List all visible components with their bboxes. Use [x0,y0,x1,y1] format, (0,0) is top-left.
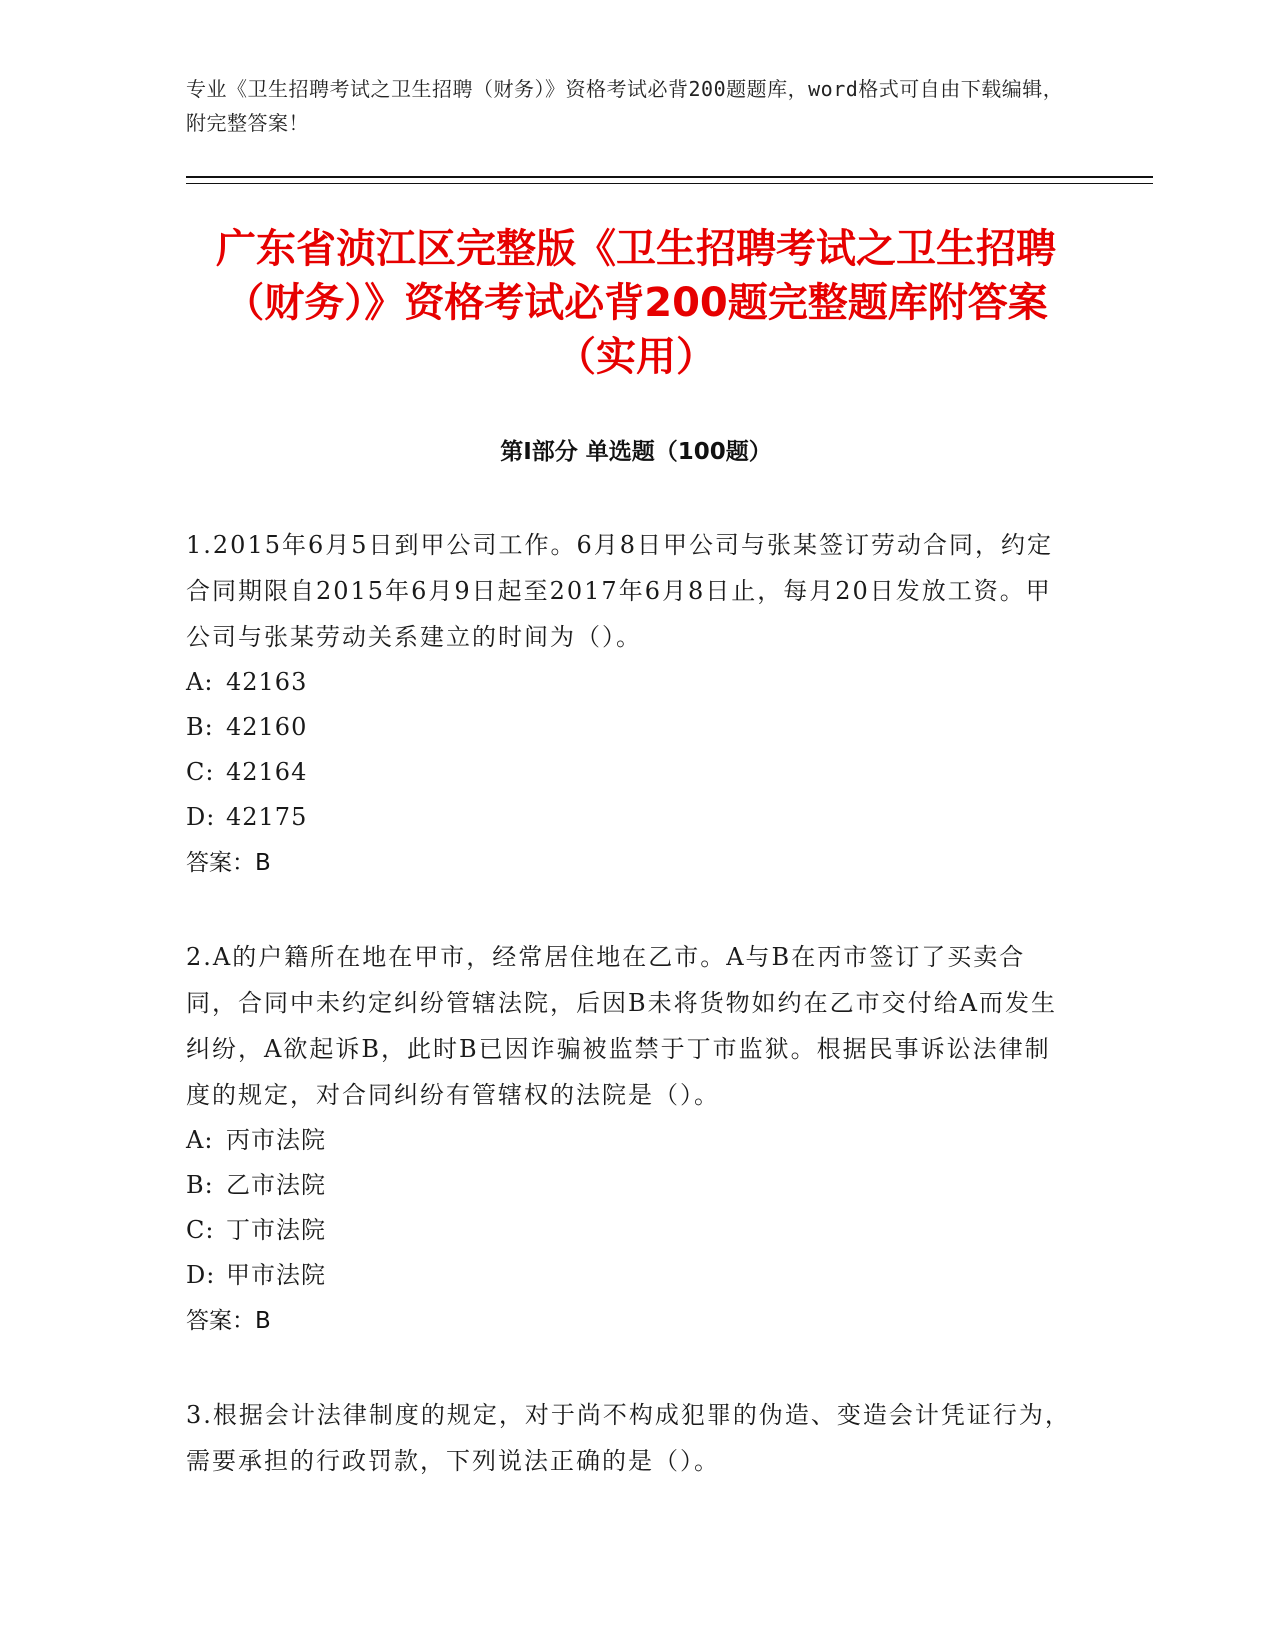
option-text: 42160 [226,713,308,741]
option-key: B: [186,713,214,741]
option-text: 42163 [226,668,308,696]
option-text: 42164 [226,758,308,786]
question-3 [186,1392,1076,1484]
header-note: 专业《卫生招聘考试之卫生招聘（财务）》资格考试必背200题题库，word格式可自由下载编辑，附完整答案！ [186,77,1064,135]
question-1 [186,522,1076,886]
option-text: 丁市法院 [226,1216,326,1244]
option-key: C: [186,1216,215,1244]
option-key: A: [186,668,214,696]
question-stem: 2.A的户籍所在地在甲市，经常居住地在乙市。A与B在丙市签订了买卖合同，合同中未约定纠纷管辖法院，后因B未将货物如约在乙市交付给A而发生纠纷，A欲起诉B，此时B已因诈骗被监禁于丁市监狱。根据民事诉讼法律制度的规定，对合同纠纷有管辖权的法院是（）。 [186,943,1057,1109]
question-stem: 3.根据会计法律制度的规定，对于尚不构成犯罪的伪造、变造会计凭证行为，需要承担的行政罚款，下列说法正确的是（）。 [186,1401,1071,1475]
section-heading: 第I部分 单选题（100题） [500,439,772,465]
option-c [186,750,1076,795]
option-key: D: [186,803,216,831]
option-a [186,660,1076,705]
option-c [186,1208,1076,1253]
option-key: B: [186,1171,214,1199]
answer-line: 答案：B [186,850,271,876]
question-stem: 1.2015年6月5日到甲公司工作。6月8日甲公司与张某签订劳动合同，约定合同期限自2015年6月9日起至2017年6月8日止，每月20日发放工资。甲公司与张某劳动关系建立的时间为（）。 [186,531,1054,651]
document-title: 广东省浈江区完整版《卫生招聘考试之卫生招聘（财务）》资格考试必背200题完整题库附答案（实用） [216,226,1056,380]
option-key: C: [186,758,215,786]
option-key: A: [186,1126,214,1154]
option-text: 甲市法院 [226,1261,326,1289]
header-rule-thin [186,183,1153,184]
option-key: D: [186,1261,216,1289]
option-b [186,1163,1076,1208]
option-text: 丙市法院 [226,1126,326,1154]
option-text: 乙市法院 [226,1171,326,1199]
option-text: 42175 [226,803,308,831]
question-2 [186,934,1076,1344]
option-b [186,705,1076,750]
header-rule-thick [186,176,1153,178]
option-d [186,795,1076,840]
option-a [186,1118,1076,1163]
answer-line: 答案：B [186,1308,271,1334]
option-d [186,1253,1076,1298]
